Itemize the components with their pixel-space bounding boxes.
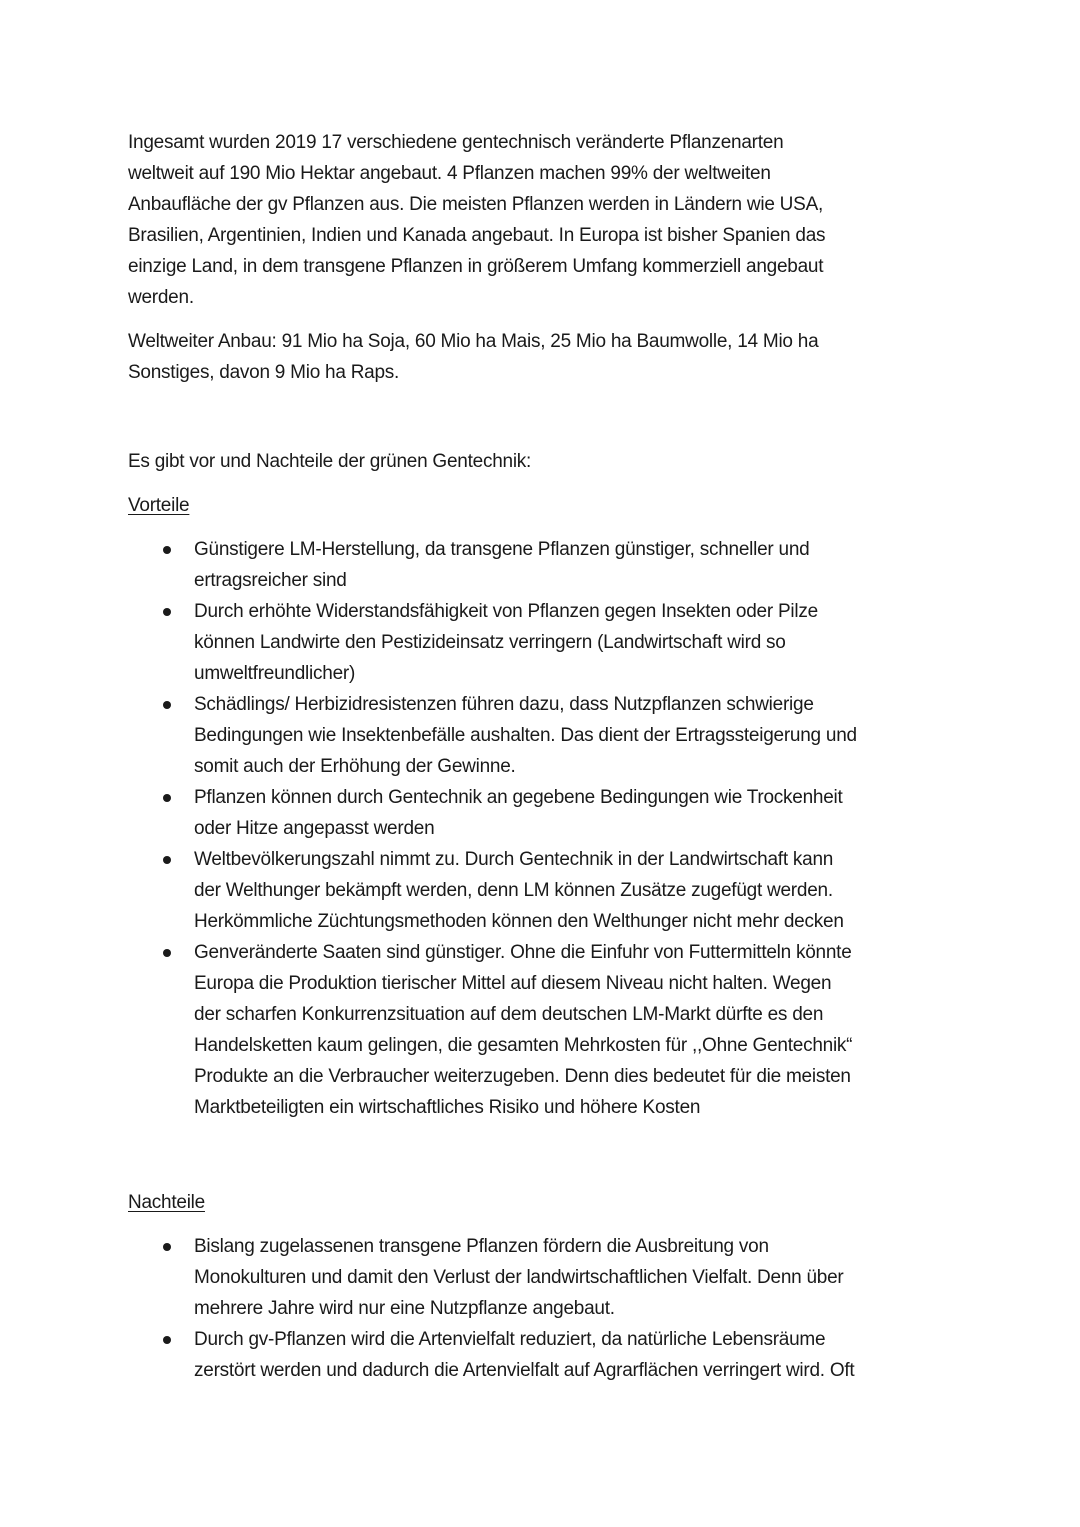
pros-cons-intro: Es gibt vor und Nachteile der grünen Gentechnik: [128,451,532,472]
text-line: mehrere Jahre wird nur eine Nutzpflanze angebaut. [194,1298,615,1319]
text-line: weltweit auf 190 Mio Hektar angebaut. 4 Pflanzen machen 99% der weltweiten [128,163,771,184]
text-line: Bislang zugelassenen transgene Pflanzen fördern die Ausbreitung von [194,1236,769,1257]
list-item [128,937,968,1123]
text-line: Ingesamt wurden 2019 17 verschiedene gentechnisch veränderte Pflanzenarten [128,132,784,153]
text-line: der scharfen Konkurrenzsituation auf dem deutschen LM-Markt dürfte es den [194,1004,824,1025]
text-line: somit auch der Erhöhung der Gewinne. [194,756,516,777]
list-item [128,689,968,782]
bullet-icon [163,701,171,709]
text-line: einzige Land, in dem transgene Pflanzen in größerem Umfang kommerziell angebaut [128,256,824,277]
text-line: werden. [128,287,194,308]
text-line: Herkömmliche Züchtungsmethoden können den Welthunger nicht mehr decken [194,911,844,932]
cultivation-paragraph [128,326,968,388]
text-line: Produkte an die Verbraucher weiterzugeben. Denn dies bedeutet für die meisten [194,1066,851,1087]
bullet-icon [163,794,171,802]
spacer [128,1123,968,1187]
text-line: Weltbevölkerungszahl nimmt zu. Durch Gentechnik in der Landwirtschaft kann [194,849,834,870]
bullet-icon [163,1336,171,1344]
text-line: Günstigere LM-Herstellung, da transgene Pflanzen günstiger, schneller und [194,539,810,560]
bullet-icon [163,949,171,957]
bullet-icon [163,856,171,864]
disadvantages-list [128,1231,968,1386]
text-line: Bedingungen wie Insektenbefälle aushalten. Das dient der Ertragssteigerung und [194,725,857,746]
spacer [128,401,968,446]
text-line: Sonstiges, davon 9 Mio ha Raps. [128,362,400,383]
advantages-list [128,534,968,1123]
text-line: können Landwirte den Pestizideinsatz verringern (Landwirtschaft wird so [194,632,786,653]
disadvantages-heading: Nachteile [128,1192,205,1213]
text-line: zerstört werden und dadurch die Artenvielfalt auf Agrarflächen verringert wird. Oft [194,1360,855,1381]
intro-paragraph [128,127,968,313]
text-line: umweltfreundlicher) [194,663,356,684]
document-page [128,127,968,1386]
text-line: Brasilien, Argentinien, Indien und Kanada angebaut. In Europa ist bisher Spanien das [128,225,826,246]
text-line: Durch erhöhte Widerstandsfähigkeit von Pflanzen gegen Insekten oder Pilze [194,601,818,622]
list-item [128,534,968,596]
text-line: Pflanzen können durch Gentechnik an gegebene Bedingungen wie Trockenheit [194,787,843,808]
list-item [128,1231,968,1324]
bullet-icon [163,608,171,616]
text-line: Europa die Produktion tierischer Mittel auf diesem Niveau nicht halten. Wegen [194,973,832,994]
text-line: Monokulturen und damit den Verlust der landwirtschaftlichen Vielfalt. Denn über [194,1267,844,1288]
text-line: Handelsketten kaum gelingen, die gesamten Mehrkosten für ,,Ohne Gentechnik“ [194,1035,853,1056]
text-line: Schädlings/ Herbizidresistenzen führen dazu, dass Nutzpflanzen schwierige [194,694,814,715]
bullet-icon [163,546,171,554]
text-line: der Welthunger bekämpft werden, denn LM können Zusätze zugefügt werden. [194,880,833,901]
text-line: Marktbeteiligten ein wirtschaftliches Risiko und höhere Kosten [194,1097,701,1118]
text-line: Anbaufläche der gv Pflanzen aus. Die meisten Pflanzen werden in Ländern wie USA, [128,194,824,215]
text-line: Weltweiter Anbau: 91 Mio ha Soja, 60 Mio ha Mais, 25 Mio ha Baumwolle, 14 Mio ha [128,331,819,352]
text-line: ertragsreicher sind [194,570,347,591]
text-line: Genveränderte Saaten sind günstiger. Ohne die Einfuhr von Futtermitteln könnte [194,942,852,963]
list-item [128,1324,968,1386]
bullet-icon [163,1243,171,1251]
list-item [128,844,968,937]
list-item [128,782,968,844]
advantages-heading: Vorteile [128,495,190,516]
list-item [128,596,968,689]
text-line: Durch gv-Pflanzen wird die Artenvielfalt reduziert, da natürliche Lebensräume [194,1329,826,1350]
text-line: oder Hitze angepasst werden [194,818,435,839]
